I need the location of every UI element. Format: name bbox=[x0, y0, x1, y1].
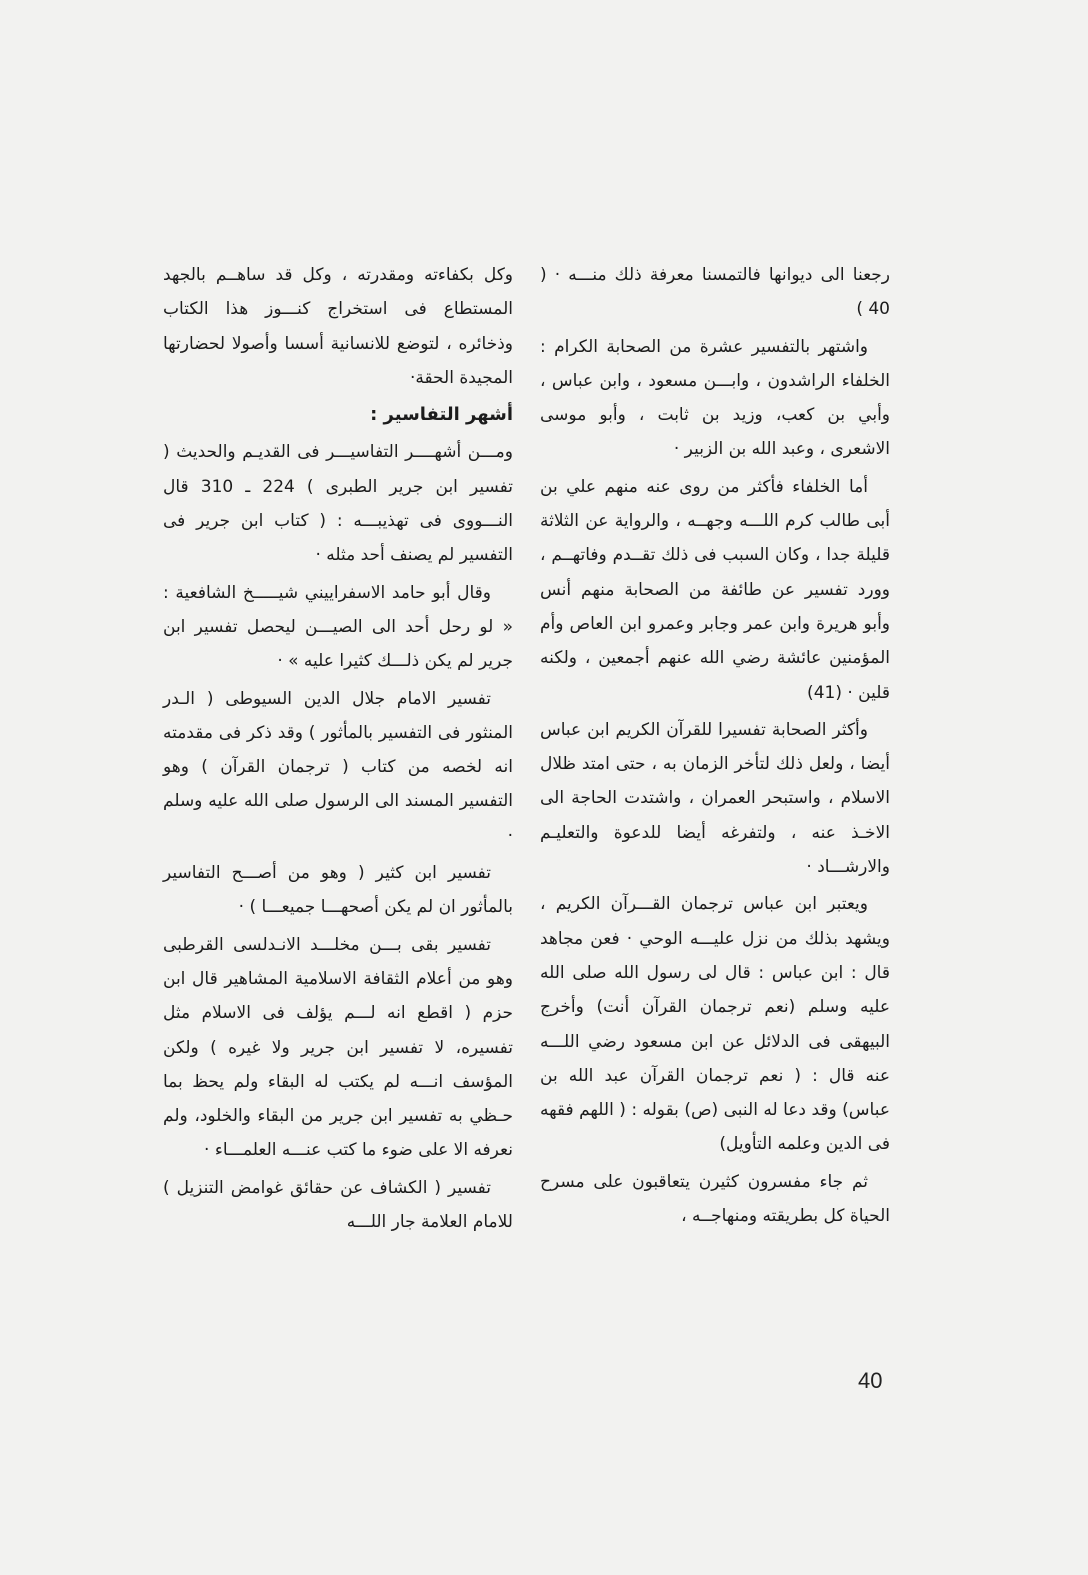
paragraph: ويعتبر ابن عباس ترجمان القـــرآن الكريم ، ويشهد بذلك من نزل عليـــه الوحي · فعن مجاهد قال : ابن عباس : قال لى رسول الله صلى الله عليه وسلم (نعم ترجمان القرآن أنت) وأخرج البيهقى فى الدلائل عن ابن مسعود رضي اللـــه عنه قال : ( نعم ترجمان القرآن عبد الله بن عباس) وقد دعا له النبى (ص) بقوله : ( اللهم فقهه فى الدين وعلمه التأويل) bbox=[540, 894, 890, 1155]
left-column bbox=[163, 258, 513, 1239]
paragraph: تفسير ابن كثير ( وهو من أصـــح التفاسير بالمأثور ان لم يكن أصحهـــا جميعـــا ) · bbox=[163, 863, 513, 918]
paragraph: ومـــن أشهــــر التفاسيـــر فى القديـم والحديث ( تفسير ابن جرير الطبرى ) 224 ـ 310 قال النـــووى فى تهذيبـــه : ( كتاب ابن جرير فى التفسير لم يصنف أحد مثله · bbox=[163, 442, 514, 566]
paragraph: وكل بكفاءته ومقدرته ، وكل قد ساهــم بالجهد المستطاع فى استخراج كنـــوز هذا الكتاب وذخائره ، لتوضع للانسانية أسسا وأصولا لحضارتها المجيدة الحقة· bbox=[163, 265, 513, 388]
paragraph: وقال أبو حامد الاسفراييني شيـــــخ الشافعية : « لو رحل أحد الى الصيـــن ليحصل تفسير ابن جرير لم يكن ذلـــك كثيرا عليه » · bbox=[163, 582, 513, 672]
paragraph: رجعنا الى ديوانها فالتمسنا معرفة ذلك منـــه · ( 40 ) bbox=[540, 265, 890, 320]
paragraph: وأكثر الصحابة تفسيرا للقرآن الكريم ابن عباس أيضا ، ولعل ذلك لتأخر الزمان به ، حتى امتد ظلال الاسلام ، واستبحر العمران ، واشتدت الحاجة الى الاخـذ عنه ، ولتفرغه أيضا للدعوة والتعليـم والارشـــاد · bbox=[540, 719, 890, 878]
paragraph: ثم جاء مفسرون كثيرن يتعاقبون على مسرح الحياة كل بطريقته ومنهاجــه ، bbox=[540, 1171, 890, 1227]
page-number: 40 bbox=[858, 1368, 883, 1393]
paragraph: واشتهر بالتفسير عشرة من الصحابة الكرام : الخلفاء الراشدون ، وابـــن مسعود ، وابن عباس ، وأبي بن كعب، وزيد بن ثابت ، وأبو موسى الاشعرى ، وعبد الله بن الزبير · bbox=[540, 336, 890, 460]
paragraph: تفسير الامام جلال الدين السيوطى ( الـدر المنثور فى التفسير بالمأثور ) وقد ذكر فى مقدمته انه لخصه من كتاب ( ترجمان القرآن ) وهو التفسير المسند الى الرسول صلى الله عليه وسلم · bbox=[163, 688, 513, 846]
right-column bbox=[540, 258, 890, 1233]
paragraph: تفسير ( الكشاف عن حقائق غوامض التنزيل ) للامام العلامة جار اللـــه bbox=[163, 1177, 513, 1233]
paragraph: تفسير بقى بـــن مخلـــد الانـدلسى القرطبى وهو من أعلام الثقافة الاسلامية المشاهير قال ابن حزم ( اقطع انه لـــم يؤلف فى الاسلام مثل تفسيره، لا تفسير ابن جرير ولا غيره ) ولكن المؤسف انـــه لم يكتب له البقاء ولم يحظ بما حـظي به تفسير ابن جرير من البقاء والخلود، ولم نعرفه الا على ضوء ما كتب عنـــه العلمـــاء · bbox=[163, 934, 513, 1161]
paragraph: أما الخلفاء فأكثر من روى عنه منهم علي بن أبى طالب كرم اللـــه وجهــه ، والرواية عن الثلاثة قليلة جدا ، وكان السبب فى ذلك تقــدم وفاتهــم ، وورد تفسير عن طائفة من الصحابة منهم أنس وأبو هريرة وابن عمر وجابر وعمرو ابن العاص وأم المؤمنين عائشة رضي الله عنهم أجمعين ، ولكنه قلين · (41) bbox=[540, 476, 890, 703]
section-heading: أشهر التفاسير : bbox=[370, 404, 513, 426]
